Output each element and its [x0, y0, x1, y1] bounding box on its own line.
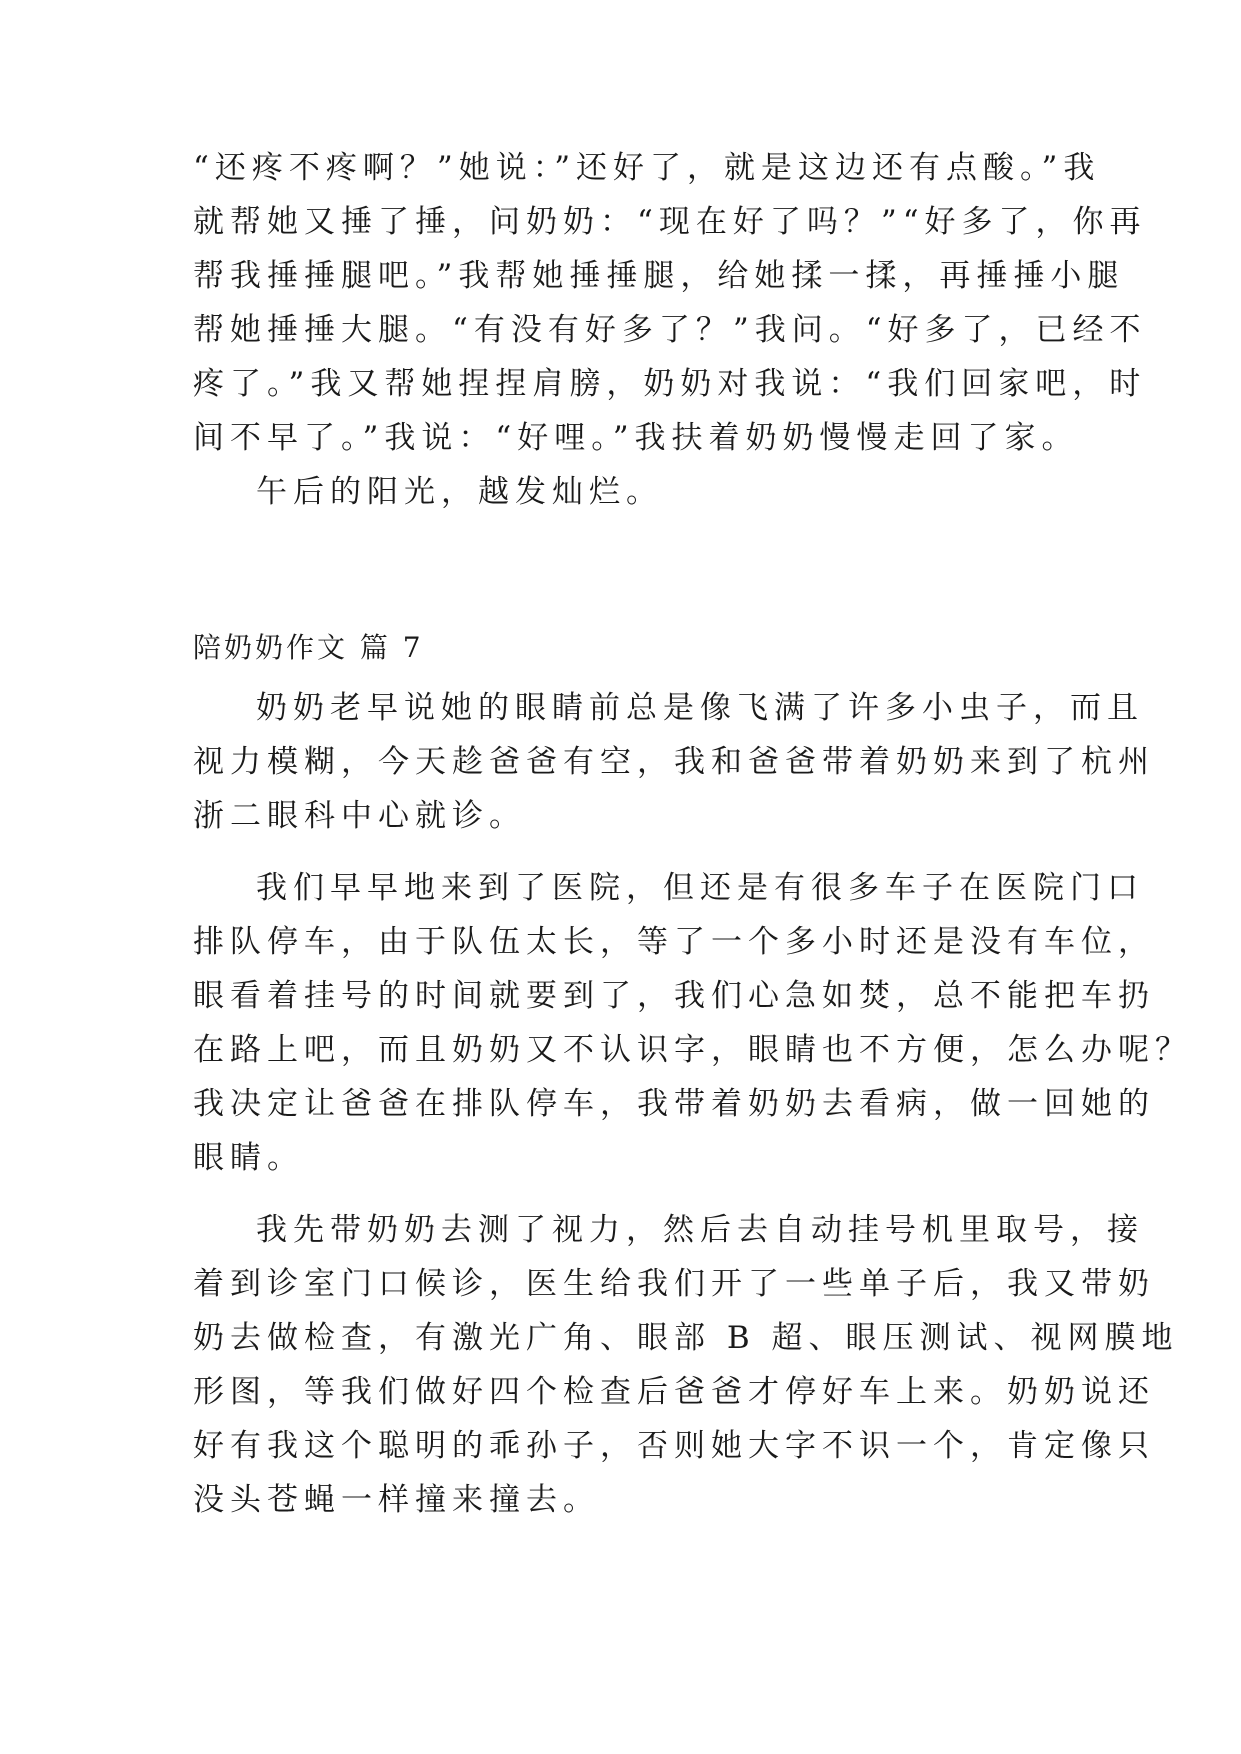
- text-line: 眼睛。: [193, 1140, 304, 1176]
- text-line: 我决定让爸爸在排队停车，我带着奶奶去看病，做一回她的: [193, 1086, 1155, 1122]
- text-line: 好有我这个聪明的乖孙子，否则她大字不识一个，肯定像只: [193, 1428, 1155, 1464]
- text-line: 形图，等我们做好四个检查后爸爸才停好车上来。奶奶说还: [193, 1374, 1155, 1410]
- text-line: 我先带奶奶去测了视力，然后去自动挂号机里取号，接: [256, 1212, 1144, 1248]
- text-line: 疼了。”我又帮她捏捏肩膀，奶奶对我说：“我们回家吧，时: [193, 366, 1147, 402]
- text-line: 浙二眼科中心就诊。: [193, 798, 526, 834]
- text-line: 在路上吧，而且奶奶又不认识字，眼睛也不方便，怎么办呢？: [193, 1032, 1192, 1068]
- text-line: 没头苍蝇一样撞来撞去。: [193, 1482, 600, 1518]
- text-line: 奶去做检查，有激光广角、眼部 B 超、眼压测试、视网膜地: [193, 1320, 1179, 1356]
- text-line: “还疼不疼啊？”她说：”还好了，就是这边还有点酸。”我: [193, 150, 1101, 186]
- text-line: 排队停车，由于队伍太长，等了一个多小时还是没有车位，: [193, 924, 1155, 960]
- text-line: 帮我捶捶腿吧。”我帮她捶捶腿，给她揉一揉，再捶捶小腿: [193, 258, 1125, 294]
- text-line: 眼看着挂号的时间就要到了，我们心急如焚，总不能把车扔: [193, 978, 1155, 1014]
- text-line: 帮她捶捶大腿。“有没有好多了？”我问。“好多了，已经不: [193, 312, 1147, 348]
- text-line: 奶奶老早说她的眼睛前总是像飞满了许多小虫子，而且: [256, 690, 1144, 726]
- text-line: 着到诊室门口候诊，医生给我们开了一些单子后，我又带奶: [193, 1266, 1155, 1302]
- text-line: 间不早了。”我说：“好哩。”我扶着奶奶慢慢走回了家。: [193, 420, 1079, 456]
- closing-line: 午后的阳光，越发灿烂。: [256, 474, 663, 510]
- text-line: 就帮她又捶了捶，问奶奶：“现在好了吗？”“好多了，你再: [193, 204, 1147, 240]
- text-line: 我们早早地来到了医院，但还是有很多车子在医院门口: [256, 870, 1144, 906]
- text-line: 视力模糊，今天趁爸爸有空，我和爸爸带着奶奶来到了杭州: [193, 744, 1155, 780]
- section-heading: 陪奶奶作文 篇 7: [193, 631, 424, 664]
